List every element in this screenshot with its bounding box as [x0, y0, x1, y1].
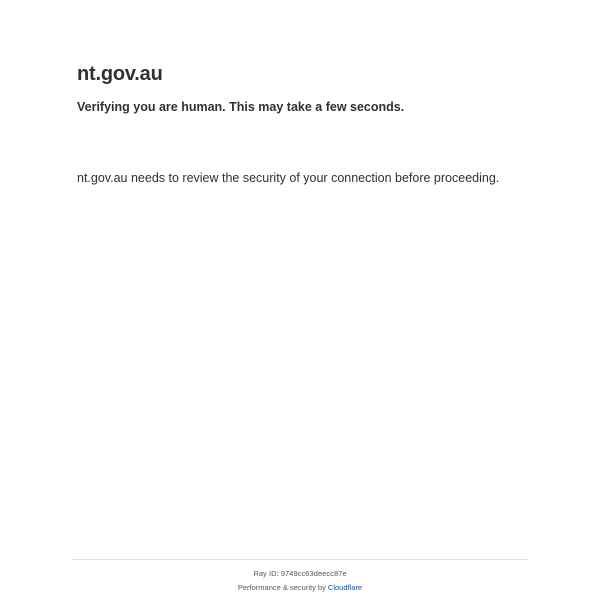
- page-title: nt.gov.au: [77, 63, 163, 85]
- page-footer: [72, 559, 529, 594]
- cloudflare-link[interactable]: Cloudflare: [327, 583, 363, 592]
- verification-status-text: Verifying you are human. This may take a few seconds.: [77, 100, 405, 114]
- security-review-notice: nt.gov.au needs to review the security of your connection before proceeding.: [77, 171, 500, 185]
- ray-id-label: Ray ID: 9749cc63deecc87e: [253, 569, 347, 578]
- attribution-line: [72, 582, 529, 594]
- attribution-prefix: Performance & security by: [237, 583, 328, 592]
